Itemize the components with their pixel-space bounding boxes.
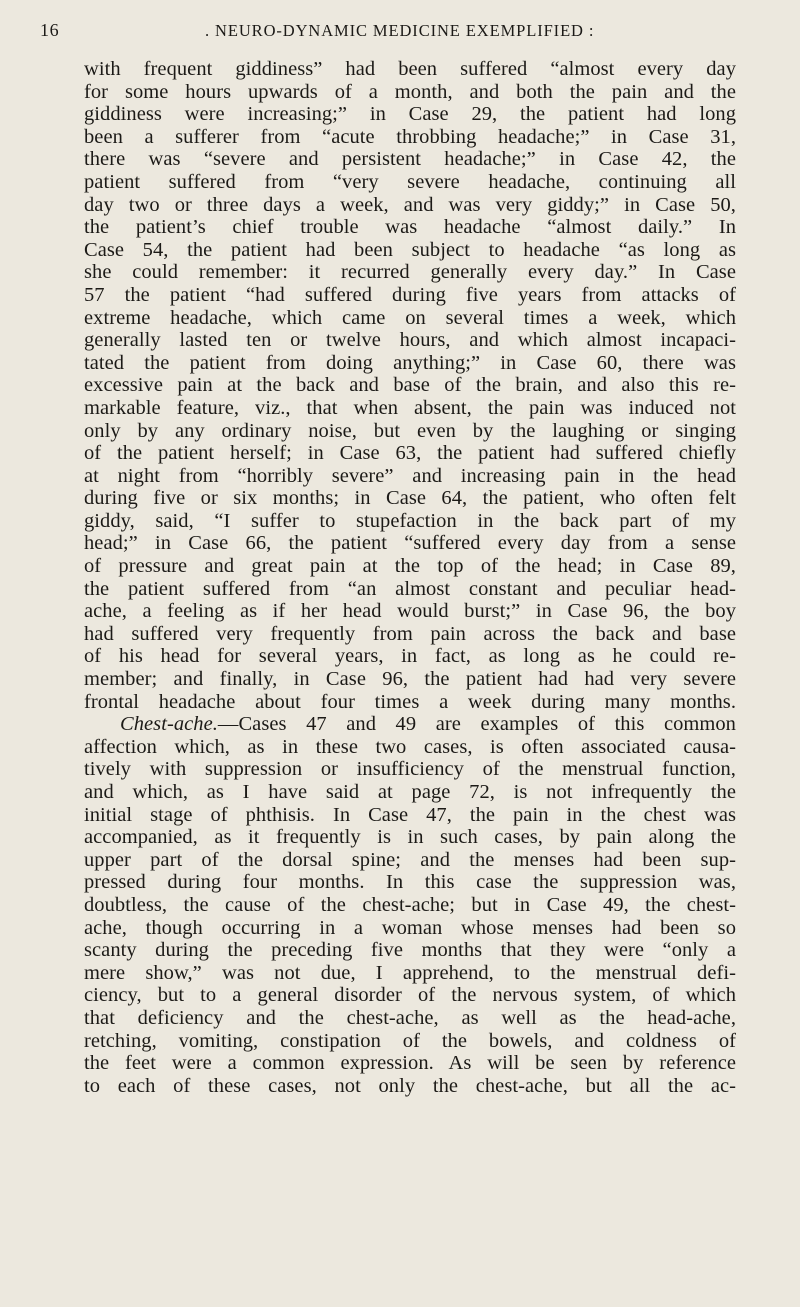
text-line-content: —Cases 47 and 49 are examples of this common: [217, 713, 736, 736]
text-line: [84, 487, 736, 510]
text-line: [84, 962, 736, 985]
text-line: [84, 1007, 736, 1030]
text-line-content: 57 the patient “had suffered during five years from attacks of: [84, 283, 736, 306]
text-line-content: accompanied, as it frequently is in such cases, by pain along the: [84, 826, 736, 849]
running-title: . NEURO-DYNAMIC MEDICINE EXEMPLIFIED :: [205, 21, 595, 40]
text-line-content: been a sufferer from “acute throbbing headache;” in Case 31,: [84, 125, 736, 148]
text-line-content: she could remember: it recurred generally every day.” In Case: [84, 261, 736, 284]
text-line-content: during five or six months; in Case 64, the patient, who often felt: [84, 487, 736, 510]
text-line: [84, 758, 736, 781]
text-line-content: giddiness were increasing;” in Case 29, the patient had long: [84, 103, 736, 126]
text-line-content: ciency, but to a general disorder of the nervous system, of which: [84, 984, 736, 1007]
text-line: [84, 939, 736, 962]
text-line: [84, 81, 736, 104]
text-line: [84, 645, 736, 668]
text-line-content: doubtless, the cause of the chest-ache; but in Case 49, the chest-: [84, 893, 736, 916]
text-line: [84, 329, 736, 352]
body-text: [84, 58, 736, 1097]
text-line-content: to each of these cases, not only the chest-ache, but all the ac-: [84, 1074, 736, 1097]
text-line-content: mere show,” was not due, I apprehend, to the menstrual defi-: [84, 961, 736, 984]
text-line: [84, 555, 736, 578]
text-line: [84, 126, 736, 149]
text-line-content: with frequent giddiness” had been suffered “almost every day: [84, 58, 736, 80]
text-line-content: excessive pain at the back and base of the brain, and also this re-: [84, 374, 736, 397]
text-line: [84, 691, 736, 714]
text-line-content: of pressure and great pain at the top of the head; in Case 89,: [84, 555, 736, 578]
text-line-content: upper part of the dorsal spine; and the menses had been sup-: [84, 848, 736, 871]
text-line: [84, 397, 736, 420]
text-line: [84, 307, 736, 330]
text-line-content: giddy, said, “I suffer to stupefaction in the back part of my: [84, 509, 736, 532]
text-line: [84, 600, 736, 623]
text-line: [84, 510, 736, 533]
text-line: [84, 623, 736, 646]
text-line-content: tively with suppression or insufficiency of the menstrual function,: [84, 758, 736, 781]
text-line: [84, 1030, 736, 1053]
text-line-content: the patient’s chief trouble was headache “almost daily.” In: [84, 216, 736, 239]
text-line-content: ache, though occurring in a woman whose menses had been so: [84, 916, 736, 939]
text-line-content: patient suffered from “very severe headache, continuing all: [84, 170, 736, 193]
text-line: [84, 917, 736, 940]
text-line: [84, 194, 736, 217]
text-line-content: initial stage of phthisis. In Case 47, the pain in the chest was: [84, 803, 736, 826]
text-line: [84, 374, 736, 397]
text-line: [84, 668, 736, 691]
text-line-content: of the patient herself; in Case 63, the patient had suffered chiefly: [84, 442, 736, 465]
page-number: 16: [40, 20, 60, 40]
text-line-content: the patient suffered from “an almost constant and peculiar head-: [84, 577, 736, 600]
text-line-content: of his head for several years, in fact, as long as he could re-: [84, 645, 736, 668]
running-head: [40, 20, 760, 44]
text-line: [84, 148, 736, 171]
text-line: [84, 284, 736, 307]
text-line: [84, 894, 736, 917]
text-line-content: and which, as I have said at page 72, is not infrequently the: [84, 781, 736, 803]
text-line-content: only by any ordinary noise, but even by the laughing or singing: [84, 419, 736, 442]
text-line-content: generally lasted ten or twelve hours, and which almost incapaci-: [84, 329, 736, 352]
text-line: [84, 984, 736, 1007]
text-line-content: member; and finally, in Case 96, the patient had had very severe: [84, 668, 736, 691]
text-line-content: head;” in Case 66, the patient “suffered every day from a sense: [84, 532, 736, 555]
text-line: [84, 442, 736, 465]
text-line: [84, 103, 736, 126]
text-line: [84, 532, 736, 555]
text-line-content: for some hours upwards of a month, and both the pain and the: [84, 80, 736, 103]
text-line-content: retching, vomiting, constipation of the bowels, and coldness of: [84, 1029, 736, 1052]
text-line-content: ache, a feeling as if her head would burst;” in Case 96, the boy: [84, 600, 736, 623]
section-heading: Chest-ache.: [120, 713, 218, 736]
text-line-content: scanty during the preceding five months that they were “only a: [84, 939, 736, 962]
text-line: [84, 420, 736, 443]
text-line: [84, 849, 736, 872]
text-line: [84, 171, 736, 194]
text-line: [84, 352, 736, 375]
text-line: [84, 713, 736, 736]
text-line-content: at night from “horribly severe” and increasing pain in the head: [84, 464, 736, 487]
text-line: [84, 239, 736, 262]
text-line-content: had suffered very frequently from pain across the back and base: [84, 622, 736, 645]
text-line: [84, 871, 736, 894]
text-line-content: extreme headache, which came on several times a week, which: [84, 306, 736, 329]
text-line-content: the feet were a common expression. As will be seen by reference: [84, 1052, 736, 1075]
text-line: [84, 261, 736, 284]
text-line: [84, 1075, 736, 1098]
text-line-content: there was “severe and persistent headache;” in Case 42, the: [84, 148, 736, 171]
text-line-content: tated the patient from doing anything;” in Case 60, there was: [84, 351, 736, 374]
text-line: [84, 804, 736, 827]
text-line: [84, 1052, 736, 1075]
text-line: [84, 736, 736, 759]
text-line: [84, 216, 736, 239]
text-line-content: that deficiency and the chest-ache, as well as the head-ache,: [84, 1006, 736, 1029]
text-line-content: Case 54, the patient had been subject to headache “as long as: [84, 238, 736, 261]
text-line: [84, 465, 736, 488]
text-line-content: day two or three days a week, and was very giddy;” in Case 50,: [84, 193, 736, 216]
text-line-content: frontal headache about four times a week during many months.: [84, 690, 736, 713]
text-line-content: markable feature, viz., that when absent, the pain was induced not: [84, 396, 736, 419]
text-line: [84, 781, 736, 804]
text-line: [84, 578, 736, 601]
text-line-content: pressed during four months. In this case the suppression was,: [84, 871, 736, 894]
text-line-content: affection which, as in these two cases, is often associated causa-: [84, 735, 736, 758]
text-line: [84, 58, 736, 81]
text-line: [84, 826, 736, 849]
